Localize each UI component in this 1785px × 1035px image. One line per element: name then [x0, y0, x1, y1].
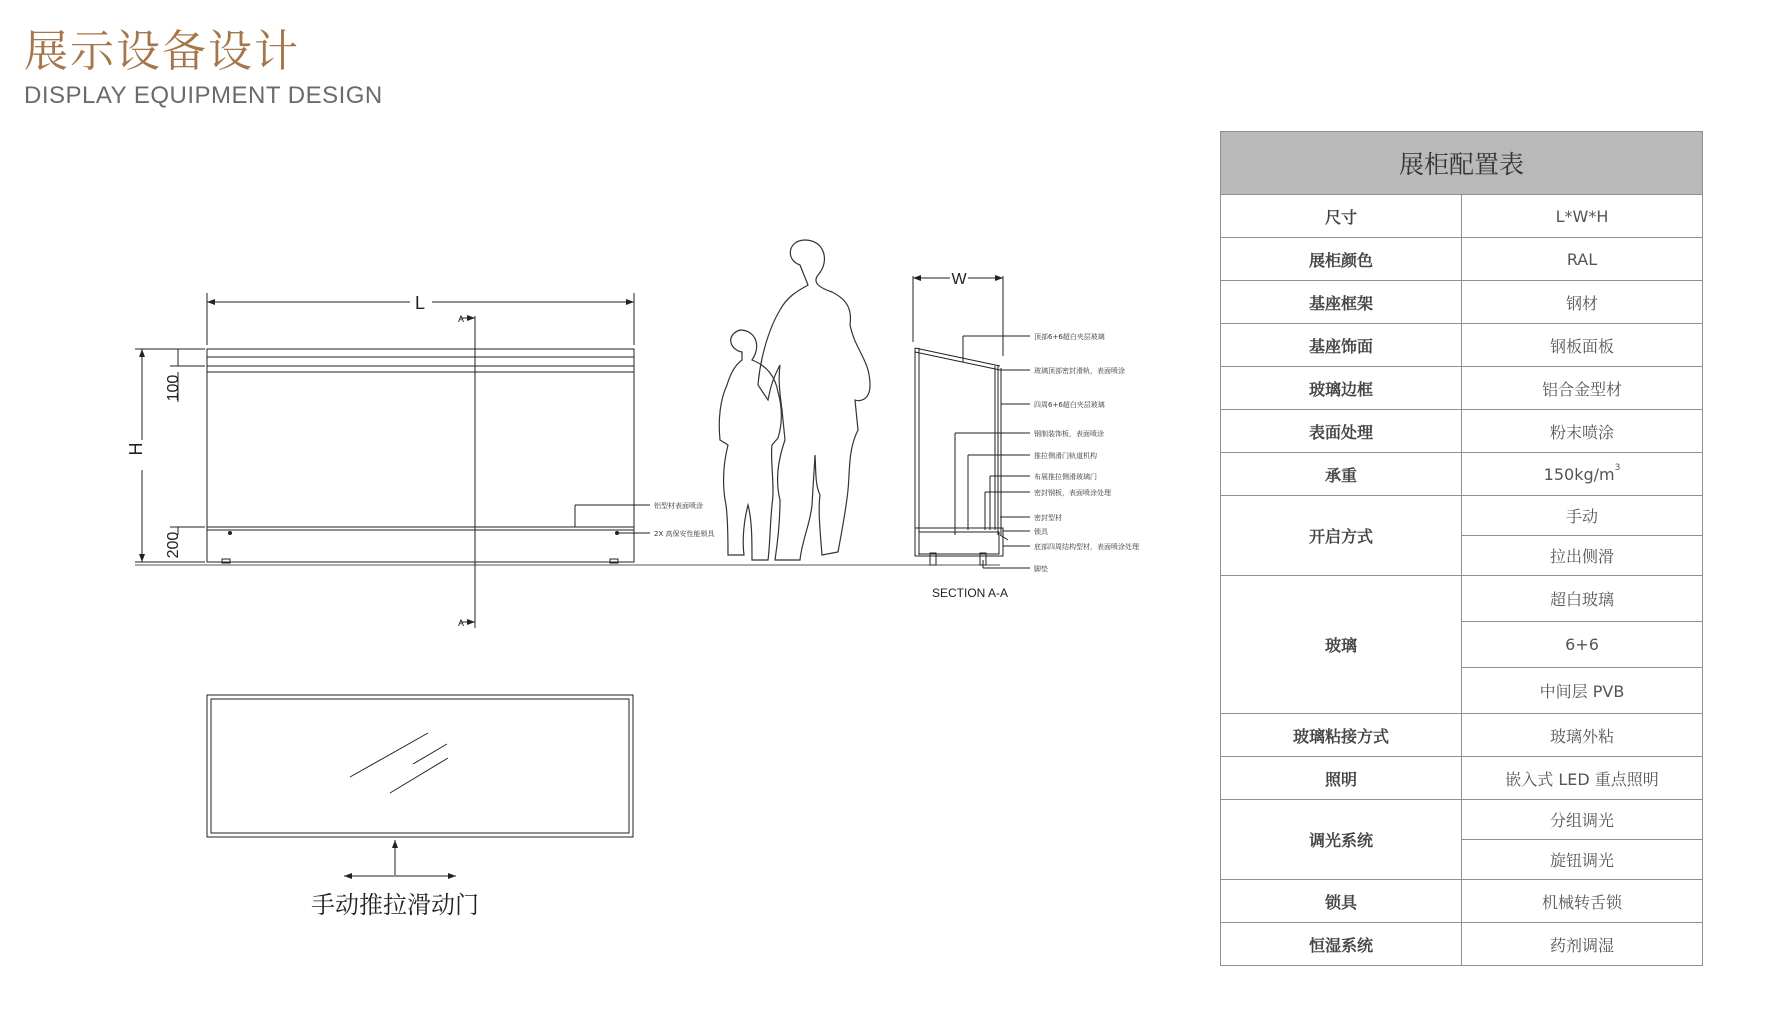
spec-value: 6+6 — [1462, 622, 1703, 668]
table-row — [1221, 880, 1703, 923]
table-row — [1221, 576, 1703, 622]
front-note-lock: 2X 高保安性能锁具 — [654, 530, 715, 538]
front-elevation — [135, 293, 1000, 628]
spec-key: 锁具 — [1221, 880, 1462, 923]
dim-200-label: 200 — [165, 531, 182, 559]
dim-100-label: 100 — [165, 374, 182, 402]
spec-value: RAL — [1462, 238, 1703, 281]
door-caption: 手动推拉滑动门 — [311, 891, 479, 919]
front-note-profile: 铝型材表面喷涂 — [654, 502, 703, 510]
table-row — [1221, 238, 1703, 281]
spec-key: 玻璃边框 — [1221, 367, 1462, 410]
spec-key: 照明 — [1221, 757, 1462, 800]
table-row — [1221, 757, 1703, 800]
table-row — [1221, 800, 1703, 840]
section-note-top-rail: 玻璃顶部密封滑轨，表面喷涂 — [1034, 367, 1125, 375]
table-row — [1221, 324, 1703, 367]
spec-value: 钢板面板 — [1462, 324, 1703, 367]
spec-value: 中间层 PVB — [1462, 668, 1703, 714]
section-mark-bottom: A — [458, 618, 465, 628]
section-note-door-glass: 布展推拉侧滑玻璃门 — [1034, 473, 1097, 481]
section-a-a — [913, 276, 1030, 568]
spec-key: 恒湿系统 — [1221, 923, 1462, 966]
spec-value: 机械转舌锁 — [1462, 880, 1703, 923]
section-note-seal-plate: 密封钢板，表面喷涂处理 — [1034, 489, 1111, 497]
spec-value: 分组调光 — [1462, 800, 1703, 840]
spec-key: 尺寸 — [1221, 195, 1462, 238]
table-row — [1221, 923, 1703, 966]
section-label: SECTION A-A — [931, 586, 1009, 600]
human-silhouettes — [719, 240, 870, 560]
section-note-base-profile: 底部四周结构型材，表面喷涂处理 — [1034, 543, 1139, 551]
sliding-door-plan — [207, 695, 633, 876]
page-title-en: DISPLAY EQUIPMENT DESIGN — [24, 82, 383, 109]
spec-key: 基座饰面 — [1221, 324, 1462, 367]
spec-value: 拉出侧滑 — [1462, 536, 1703, 576]
table-row — [1221, 195, 1703, 238]
table-row — [1221, 410, 1703, 453]
spec-value: 嵌入式 LED 重点照明 — [1462, 757, 1703, 800]
spec-value: 超白玻璃 — [1462, 576, 1703, 622]
spec-key: 调光系统 — [1221, 800, 1462, 880]
dim-w-label: W — [951, 271, 967, 288]
spec-table-title: 展柜配置表 — [1221, 132, 1703, 195]
table-row — [1221, 714, 1703, 757]
dim-l-label: L — [414, 293, 426, 313]
page-title-cn: 展示设备设计 — [24, 26, 300, 77]
spec-value: 钢材 — [1462, 281, 1703, 324]
spec-value: 粉末喷涂 — [1462, 410, 1703, 453]
section-note-track: 推拉侧滑门轨道机构 — [1034, 452, 1097, 460]
spec-key: 展柜颜色 — [1221, 238, 1462, 281]
section-note-lock: 锁具 — [1034, 528, 1048, 536]
section-note-top-glass: 顶部6+6超白夹层玻璃 — [1034, 333, 1105, 341]
load-value: 150kg/m — [1543, 464, 1615, 484]
spec-value: L*W*H — [1462, 195, 1703, 238]
spec-value: 药剂调湿 — [1462, 923, 1703, 966]
spec-key: 承重 — [1221, 453, 1462, 496]
section-note-deco-plate: 钢制装饰板，表面喷涂 — [1034, 430, 1104, 438]
section-note-foot: 脚垫 — [1034, 565, 1048, 573]
spec-value: 玻璃外粘 — [1462, 714, 1703, 757]
spec-key: 开启方式 — [1221, 496, 1462, 576]
spec-value: 铝合金型材 — [1462, 367, 1703, 410]
table-row — [1221, 281, 1703, 324]
spec-table — [1220, 131, 1703, 966]
load-unit-superscript: 3 — [1614, 462, 1621, 473]
table-row — [1221, 453, 1703, 496]
dim-h-label: H — [126, 442, 146, 456]
spec-value: 旋钮调光 — [1462, 840, 1703, 880]
spec-value — [1462, 453, 1703, 496]
spec-key: 玻璃粘接方式 — [1221, 714, 1462, 757]
spec-key: 玻璃 — [1221, 576, 1462, 714]
section-mark-top: A — [458, 314, 465, 324]
spec-key: 基座框架 — [1221, 281, 1462, 324]
table-row — [1221, 496, 1703, 536]
table-row — [1221, 367, 1703, 410]
spec-value: 手动 — [1462, 496, 1703, 536]
section-note-side-glass: 四周6+6超白夹层玻璃 — [1034, 401, 1105, 409]
spec-key: 表面处理 — [1221, 410, 1462, 453]
section-note-seal-profile: 密封型材 — [1034, 514, 1062, 522]
